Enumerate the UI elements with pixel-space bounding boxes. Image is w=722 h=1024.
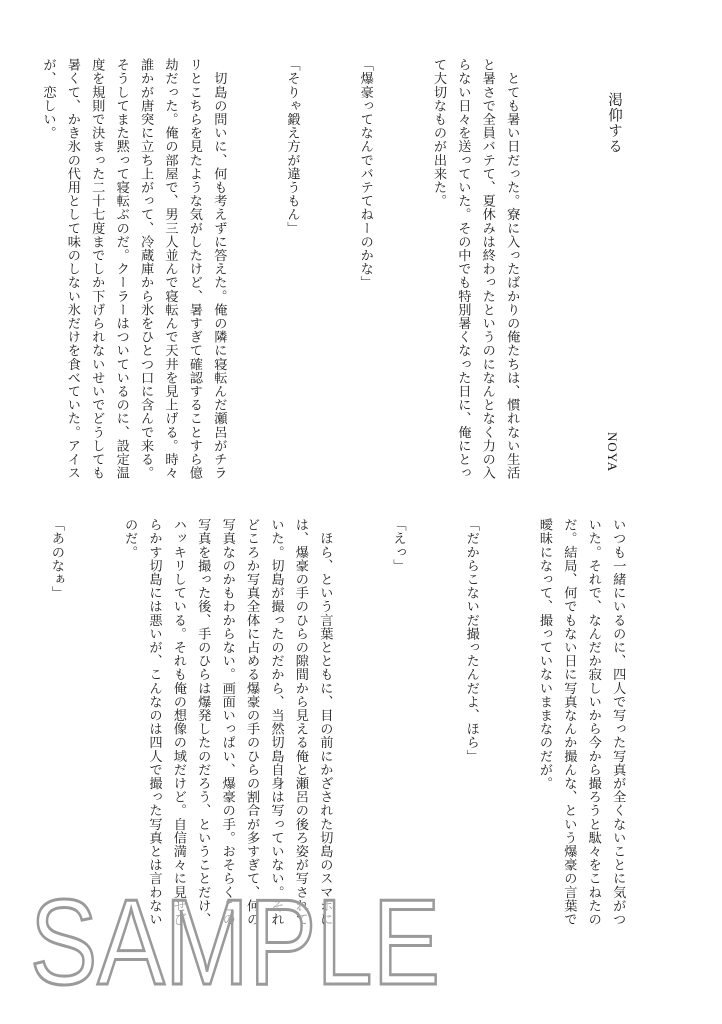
paragraph: 切島の問いに、何も考えずに答えた。俺の隣に寝転んだ瀬呂がチラリとこちらを見たような気がしたけど、暑すぎて確認することすら億劫だった。俺の部屋で、男三人並んで寝転んで天井を見上げる。時々誰かが唐突に立ち上がって、冷蔵庫から氷をひとつ口に含んで来る。そうしてまた黙って寝転ぶのだ。クーラーはついているのに、設定温度を規則で決まった二十七度までしか下げられないせいでどうしても暑くて、かき氷の代用として味のしない氷だけを食べていた。アイスが、恋しい。	[40, 58, 227, 480]
author-name: NOYA	[605, 432, 620, 473]
paragraph: ほら、という言葉とともに、目の前にかざされた切島のスマホには、爆豪の手のひらの隙間から見える俺と瀬呂の後ろ姿が写されていた。切島が撮ったのだから、当然切島自身は写っていない。それどころか写真全体に占める爆豪の手のひらの割合が多すぎて、何の写真なのかもわからない。画面いっぱい、爆豪の手。おそらくこの写真を撮った後、手のひらは爆発したのだろう、ということだけ、ハッキリしている。それも俺の想像の域だけど。自信満々に見せびらかす切島には悪いが、こんなのは四人で撮った写真とは言わないのだ。	[122, 518, 333, 926]
dialogue-line: 「えっ」	[390, 518, 406, 573]
sample-watermark	[26, 874, 446, 1010]
dialogue-line: 「そりゃ鍛え方が違うもん」	[284, 58, 300, 235]
dialogue-line: 「だからこないだ撮ったんだよ、ほら」	[463, 518, 479, 763]
paragraph: とても暑い日だった。寮に入ったばかりの俺たちは、慣れない生活と暑さで全員バテて、夏休みは終わったというのになんとなく力の入らない日々を送っていた。その中でも特別暑くなった日に、俺にとって大切なものが出来た。	[430, 58, 520, 480]
upper-text-block	[40, 58, 572, 484]
watermark-text: SAMPLE	[30, 874, 440, 1010]
story-title: 渇仰する	[606, 92, 622, 154]
dialogue-line: 「爆豪ってなんでバテてねーのかな」	[357, 58, 373, 290]
dialogue-line: 「あのなぁ」	[48, 518, 64, 600]
paragraph: いつも一緒にいるのに、四人で写った写真が全くないことに気がついた。それで、なんだか寂しいから今から撮ろうと駄々をこねたのだ。結局、何でもない日に写真なんか撮んな、という爆豪の言葉で曖昧になって、撮っていないままなのだが。	[536, 518, 626, 926]
